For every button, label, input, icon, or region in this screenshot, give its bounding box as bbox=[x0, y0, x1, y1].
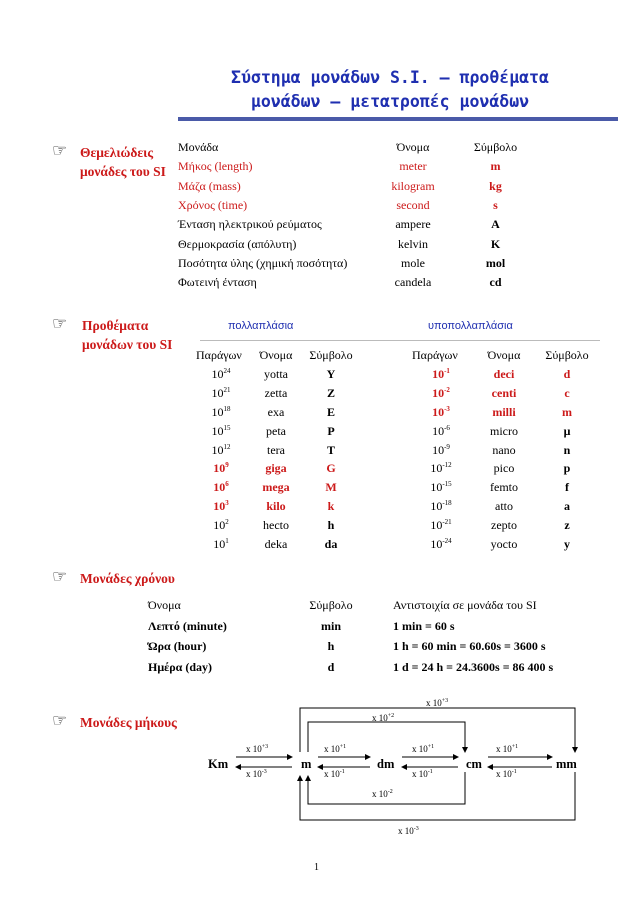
prefix-symbol: a bbox=[564, 499, 570, 514]
prefix-factor: $10^9$ bbox=[213, 461, 229, 476]
base-symbol: A bbox=[491, 217, 500, 232]
base-header-0: Μονάδα bbox=[178, 140, 219, 154]
prefix-factor: $10^3$ bbox=[213, 499, 229, 514]
prefix-factor: $10^{15}$ bbox=[211, 423, 231, 438]
pointing-hand-icon: ☞ bbox=[52, 711, 68, 730]
section-heading-length-units: Μονάδες μήκους bbox=[80, 715, 177, 730]
prefix-factor: $10^{-6}$ bbox=[432, 423, 450, 438]
label-km-m-down: x $10^{-3}$ bbox=[246, 769, 267, 779]
prefix-symbol: n bbox=[563, 442, 571, 457]
prefix-name: nano bbox=[492, 442, 516, 457]
prefix-symbol: p bbox=[563, 461, 571, 476]
base-name: ampere bbox=[395, 217, 431, 232]
length-conversion-diagram bbox=[0, 690, 638, 850]
label-dm-cm-down: x $10^{-1}$ bbox=[412, 769, 433, 779]
base-quantity: Μήκος (length) bbox=[178, 159, 253, 174]
prefix-header-0: Παράγων bbox=[412, 348, 458, 362]
prefix-header-2: Σύμβολο bbox=[545, 348, 589, 362]
prefix-factor: $10^{24}$ bbox=[211, 366, 231, 381]
label-m-dm-up: x $10^{+1}$ bbox=[324, 744, 347, 754]
prefix-name: mega bbox=[262, 480, 290, 495]
section-heading-prefixes: Προθέματα μονάδων του SI bbox=[82, 318, 173, 352]
base-name: kilogram bbox=[391, 178, 435, 193]
prefix-name: deka bbox=[264, 537, 288, 551]
section-heading-time-units: Μονάδες χρόνου bbox=[80, 571, 175, 586]
label-dm-cm-up: x $10^{+1}$ bbox=[412, 744, 435, 754]
submultiples-label: υποπολλαπλάσια bbox=[428, 320, 513, 332]
base-name: candela bbox=[394, 275, 432, 290]
time-symbol: d bbox=[327, 659, 335, 674]
prefix-name: pico bbox=[493, 461, 515, 476]
prefix-name: exa bbox=[267, 404, 285, 419]
base-name: second bbox=[396, 197, 430, 212]
base-quantity: Θερμοκρασία (απόλυτη) bbox=[178, 236, 297, 251]
base-symbol: s bbox=[493, 197, 498, 212]
unit-mm: mm bbox=[556, 757, 577, 771]
prefix-factor: $10^{21}$ bbox=[211, 385, 231, 400]
prefix-name: hecto bbox=[263, 518, 289, 533]
prefix-factor: $10^6$ bbox=[213, 480, 229, 495]
arrow-mm-to-m bbox=[300, 772, 575, 820]
page-number: 1 bbox=[314, 862, 319, 873]
prefix-symbol: m bbox=[562, 404, 572, 419]
page-title-line1: Σύστημα μονάδων S.I. – προθέματα bbox=[231, 68, 549, 87]
prefix-name: zepto bbox=[491, 518, 517, 533]
time-header-2: Αντιστοιχία σε μονάδα του SI bbox=[393, 598, 537, 612]
base-quantity: Ένταση ηλεκτρικού ρεύματος bbox=[178, 217, 322, 232]
prefix-factor: $10^{-24}$ bbox=[430, 537, 452, 551]
prefix-symbol: Y bbox=[326, 366, 336, 381]
prefix-symbol: Z bbox=[326, 385, 335, 400]
prefix-name: milli bbox=[492, 404, 516, 419]
prefix-name: giga bbox=[265, 461, 287, 476]
prefix-name: deci bbox=[493, 366, 515, 381]
unit-dm: dm bbox=[377, 757, 395, 771]
prefix-factor: $10^{-18}$ bbox=[430, 499, 452, 514]
prefix-factor: $10^{-21}$ bbox=[430, 518, 452, 533]
title-underline bbox=[178, 117, 618, 121]
label-km-m-up: x $10^{+3}$ bbox=[246, 744, 269, 754]
time-header-1: Σύμβολο bbox=[309, 598, 353, 612]
prefix-header-0: Παράγων bbox=[196, 348, 242, 362]
base-header-2: Σύμβολο bbox=[473, 140, 518, 154]
label-bottom-inner: x $10^{-2}$ bbox=[372, 789, 393, 799]
prefix-symbol: M bbox=[325, 480, 337, 495]
prefix-name: peta bbox=[266, 423, 286, 438]
time-equiv: 1 h = 60 min = 60.60s = 3600 s bbox=[393, 639, 546, 653]
prefix-name: tera bbox=[267, 442, 285, 457]
multiples-label: πολλαπλάσια bbox=[228, 320, 294, 332]
prefix-name: atto bbox=[495, 499, 513, 514]
prefix-factor: $10^{-1}$ bbox=[432, 366, 450, 381]
prefix-symbol: c bbox=[564, 385, 570, 400]
time-symbol: min bbox=[320, 618, 341, 633]
page-title-line2: μονάδων – μετατροπές μονάδων bbox=[250, 92, 530, 111]
prefix-name: micro bbox=[490, 423, 518, 438]
base-quantity: Χρόνος (time) bbox=[178, 197, 248, 212]
prefix-name: centi bbox=[491, 385, 517, 400]
base-symbol: m bbox=[490, 159, 501, 174]
section-heading-base-units: Θεμελιώδεις μονάδες του SI bbox=[80, 145, 166, 179]
prefix-header-1: Όνομα bbox=[259, 348, 293, 362]
label-top-outer: x $10^{+3}$ bbox=[426, 698, 449, 708]
prefix-factor: $10^2$ bbox=[213, 518, 229, 533]
time-name: Ώρα (hour) bbox=[148, 639, 207, 653]
prefix-symbol: E bbox=[326, 404, 335, 419]
time-name: Λεπτό (minute) bbox=[148, 618, 227, 633]
time-equiv: 1 d = 24 h = 24.3600s = 86 400 s bbox=[393, 659, 554, 674]
prefix-symbol: T bbox=[326, 442, 335, 457]
prefix-header-1: Όνομα bbox=[487, 348, 521, 362]
prefix-symbol: P bbox=[327, 423, 335, 438]
unit-km: Km bbox=[208, 757, 229, 771]
base-symbol: kg bbox=[489, 178, 502, 193]
prefix-name: zetta bbox=[264, 385, 288, 400]
prefix-symbol: μ bbox=[563, 423, 571, 438]
prefix-symbol: da bbox=[324, 537, 338, 551]
base-symbol: cd bbox=[489, 275, 502, 290]
prefix-symbol: h bbox=[327, 518, 335, 533]
base-name: mole bbox=[401, 255, 425, 270]
prefix-name: yocto bbox=[490, 537, 518, 551]
prefix-factor: $10^{18}$ bbox=[211, 404, 231, 419]
label-bottom-outer: x $10^{-3}$ bbox=[398, 826, 419, 836]
base-quantity: Ποσότητα ύλης (χημική ποσότητα) bbox=[178, 255, 348, 270]
time-symbol: h bbox=[327, 639, 335, 653]
prefix-symbol: y bbox=[564, 537, 570, 551]
prefix-name: kilo bbox=[266, 499, 286, 514]
pointing-hand-icon: ☞ bbox=[52, 141, 68, 160]
prefix-factor: $10^{-12}$ bbox=[430, 461, 452, 476]
prefix-name: yotta bbox=[264, 366, 288, 381]
prefix-symbol: G bbox=[326, 461, 336, 476]
label-cm-mm-down: x $10^{-1}$ bbox=[496, 769, 517, 779]
prefix-symbol: f bbox=[565, 480, 569, 495]
base-name: meter bbox=[399, 159, 427, 174]
time-equiv: 1 min = 60 s bbox=[393, 618, 455, 633]
label-top-inner: x $10^{+2}$ bbox=[372, 713, 395, 723]
base-symbol: K bbox=[490, 236, 501, 251]
prefix-factor: $10^{-15}$ bbox=[430, 480, 452, 495]
base-name: kelvin bbox=[398, 236, 428, 251]
prefix-divider bbox=[200, 340, 600, 341]
prefix-factor: $10^{-2}$ bbox=[432, 385, 450, 400]
prefix-factor: $10^{12}$ bbox=[211, 442, 231, 457]
base-quantity: Μάζα (mass) bbox=[178, 178, 241, 193]
prefix-symbol: z bbox=[564, 518, 570, 533]
prefix-symbol: d bbox=[563, 366, 571, 381]
prefix-name: femto bbox=[490, 480, 518, 495]
prefix-factor: $10^{-3}$ bbox=[432, 404, 450, 419]
prefix-factor: $10^{-9}$ bbox=[432, 442, 450, 457]
base-quantity: Φωτεινή ένταση bbox=[178, 275, 257, 290]
pointing-hand-icon: ☞ bbox=[52, 314, 68, 333]
label-m-dm-down: x $10^{-1}$ bbox=[324, 769, 345, 779]
prefix-header-2: Σύμβολο bbox=[309, 348, 353, 362]
unit-m: m bbox=[301, 757, 312, 771]
base-symbol: mol bbox=[485, 255, 506, 270]
unit-cm: cm bbox=[466, 757, 482, 771]
time-header-0: Όνομα bbox=[148, 598, 181, 612]
base-header-1: Όνομα bbox=[396, 140, 430, 154]
label-cm-mm-up: x $10^{+1}$ bbox=[496, 744, 519, 754]
time-name: Ημέρα (day) bbox=[148, 659, 213, 674]
pointing-hand-icon: ☞ bbox=[52, 567, 68, 586]
prefix-factor: $10^1$ bbox=[213, 537, 229, 551]
prefix-symbol: k bbox=[327, 499, 335, 514]
